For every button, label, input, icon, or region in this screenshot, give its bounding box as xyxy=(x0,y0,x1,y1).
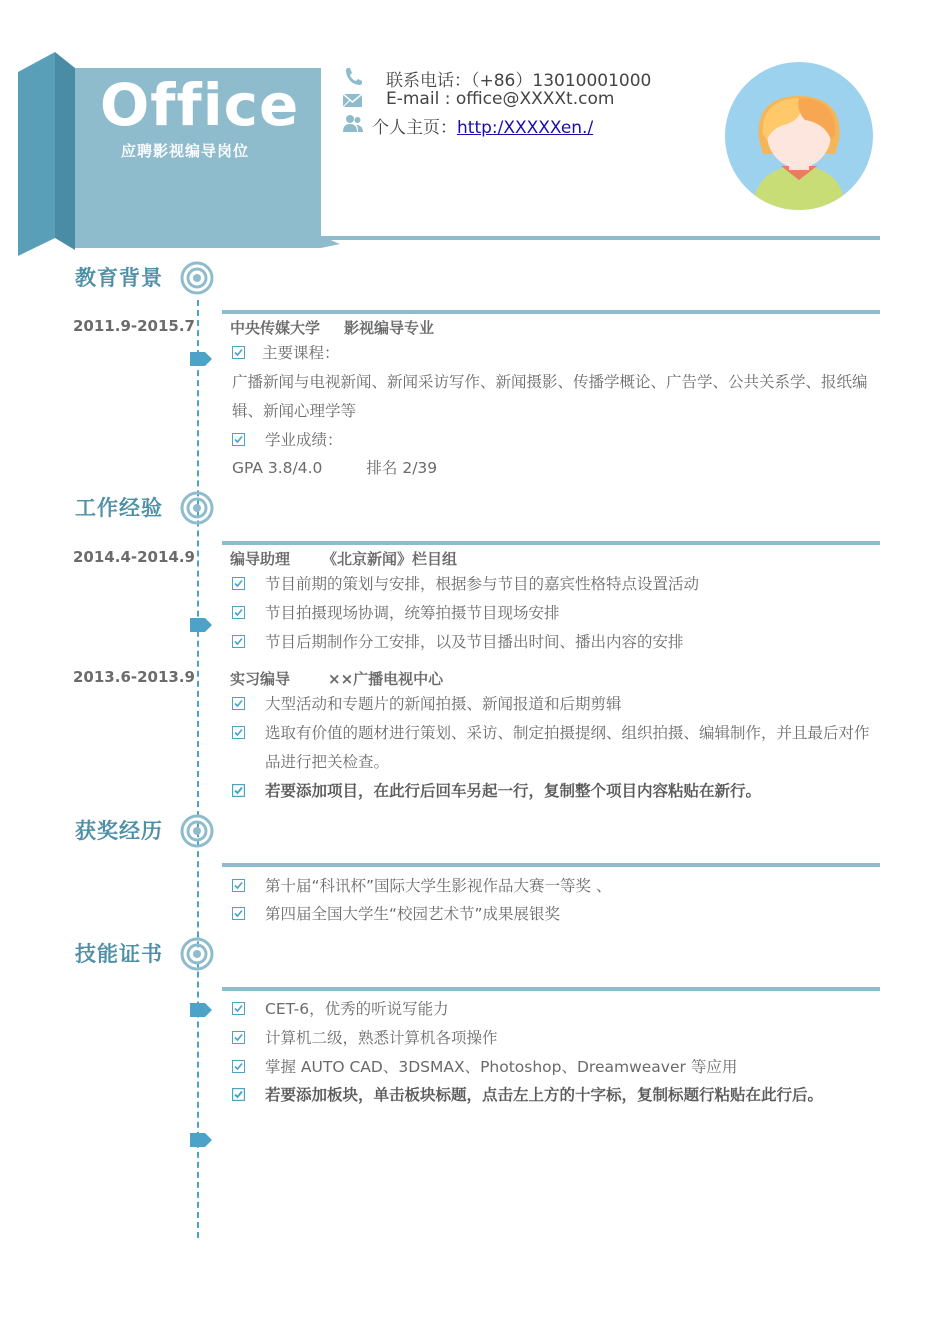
checkbox-icon xyxy=(232,1060,245,1073)
checkbox-icon xyxy=(232,577,245,590)
brand-name: Office xyxy=(100,71,300,139)
homepage-link[interactable]: http:/XXXXXen./ xyxy=(457,118,594,138)
job-org: 《北京新闻》栏目组 xyxy=(322,550,458,568)
list-item: 选取有价值的题材进行策划、采访、制定拍摄提纲、组织拍摄、编辑制作，并且最后对作品进行把关检查。 xyxy=(232,719,877,777)
checkbox-icon xyxy=(232,606,245,619)
checkbox-icon xyxy=(232,433,245,446)
timeline-marker xyxy=(190,1003,212,1017)
section-title-work[interactable]: 工作经验 xyxy=(75,496,163,520)
education-date: 2011.9-2015.7 xyxy=(73,317,195,335)
section-divider xyxy=(222,310,880,314)
checkbox-icon xyxy=(232,726,245,739)
section-divider xyxy=(222,863,880,867)
checkbox-icon xyxy=(232,1088,245,1101)
job-role: 实习编导 xyxy=(230,670,291,688)
list-item: 掌握 AUTO CAD、3DSMAX、Photoshop、Dreamweaver 等应用 xyxy=(232,1053,877,1082)
school-name: 中央传媒大学 xyxy=(230,319,321,337)
timeline-marker xyxy=(190,352,212,366)
list-item: 学业成绩： xyxy=(232,426,877,455)
section-title-education[interactable]: 教育背景 xyxy=(75,266,163,290)
section-divider xyxy=(222,541,880,545)
rank-value: 排名 2/39 xyxy=(366,459,438,477)
contact-phone: 联系电话：（+86）13010001000 xyxy=(342,66,682,88)
job-org: ××广播电视中心 xyxy=(328,670,444,688)
gpa-value: GPA 3.8/4.0 xyxy=(232,459,323,477)
list-item: 节目前期的策划与安排，根据参与节目的嘉宾性格特点设置活动 xyxy=(232,570,877,599)
list-item: CET-6，优秀的听说写能力 xyxy=(232,995,877,1024)
list-item: 主要课程： xyxy=(232,339,877,368)
checkbox-icon xyxy=(232,697,245,710)
target-icon xyxy=(180,937,214,971)
list-item: 第四届全国大学生“校园艺术节”成果展银奖 xyxy=(232,900,877,929)
checkbox-icon xyxy=(232,907,245,920)
checkbox-icon xyxy=(232,1002,245,1015)
education-head xyxy=(230,317,434,338)
job-date: 2013.6-2013.9 xyxy=(73,668,195,686)
job-head xyxy=(230,548,457,569)
target-icon xyxy=(180,261,214,295)
timeline xyxy=(197,300,199,1238)
job-head xyxy=(230,668,443,689)
target-icon xyxy=(180,814,214,848)
contact-homepage xyxy=(342,113,682,138)
list-item: 计算机二级，熟悉计算机各项操作 xyxy=(232,1024,877,1053)
tip-item: 若要添加项目，在此行后回车另起一行，复制整个项目内容粘贴在新行。 xyxy=(232,777,877,806)
homepage-label: 个人主页： xyxy=(372,118,457,138)
mail-icon xyxy=(342,89,364,111)
list-item: 第十届“科讯杯”国际大学生影视作品大赛一等奖 、 xyxy=(232,872,877,901)
avatar-icon xyxy=(725,62,873,210)
job-role: 编导助理 xyxy=(230,550,291,568)
checkbox-icon xyxy=(232,784,245,797)
timeline-marker xyxy=(190,1133,212,1147)
grades-row xyxy=(232,454,877,483)
list-item: 节目后期制作分工安排，以及节目播出时间、播出内容的安排 xyxy=(232,628,877,657)
user-group-icon xyxy=(342,113,364,135)
job-date: 2014.4-2014.9 xyxy=(73,548,195,566)
job-objective: 应聘影视编导岗位 xyxy=(120,142,249,160)
timeline-marker xyxy=(190,618,212,632)
checkbox-icon xyxy=(232,346,245,359)
target-icon xyxy=(180,491,214,525)
phone-icon xyxy=(342,66,364,88)
major-name: 影视编导专业 xyxy=(344,319,435,337)
header-divider xyxy=(321,236,880,240)
list-item: 节目拍摄现场协调，统筹拍摄节目现场安排 xyxy=(232,599,877,628)
section-title-awards[interactable]: 获奖经历 xyxy=(75,819,163,843)
section-divider xyxy=(222,987,880,991)
checkbox-icon xyxy=(232,635,245,648)
checkbox-icon xyxy=(232,879,245,892)
checkbox-icon xyxy=(232,1031,245,1044)
courses-text: 广播新闻与电视新闻、新闻采访写作、新闻摄影、传播学概论、广告学、公共关系学、报纸编辑、新闻心理学等 xyxy=(232,373,868,420)
list-item: 大型活动和专题片的新闻拍摄、新闻报道和后期剪辑 xyxy=(232,690,877,719)
contact-email: E-mail : office@XXXXt.com xyxy=(342,89,682,111)
tip-item: 若要添加板块，单击板块标题，点击左上方的十字标，复制标题行粘贴在此行后。 xyxy=(232,1081,877,1110)
section-title-skills[interactable]: 技能证书 xyxy=(75,942,163,966)
